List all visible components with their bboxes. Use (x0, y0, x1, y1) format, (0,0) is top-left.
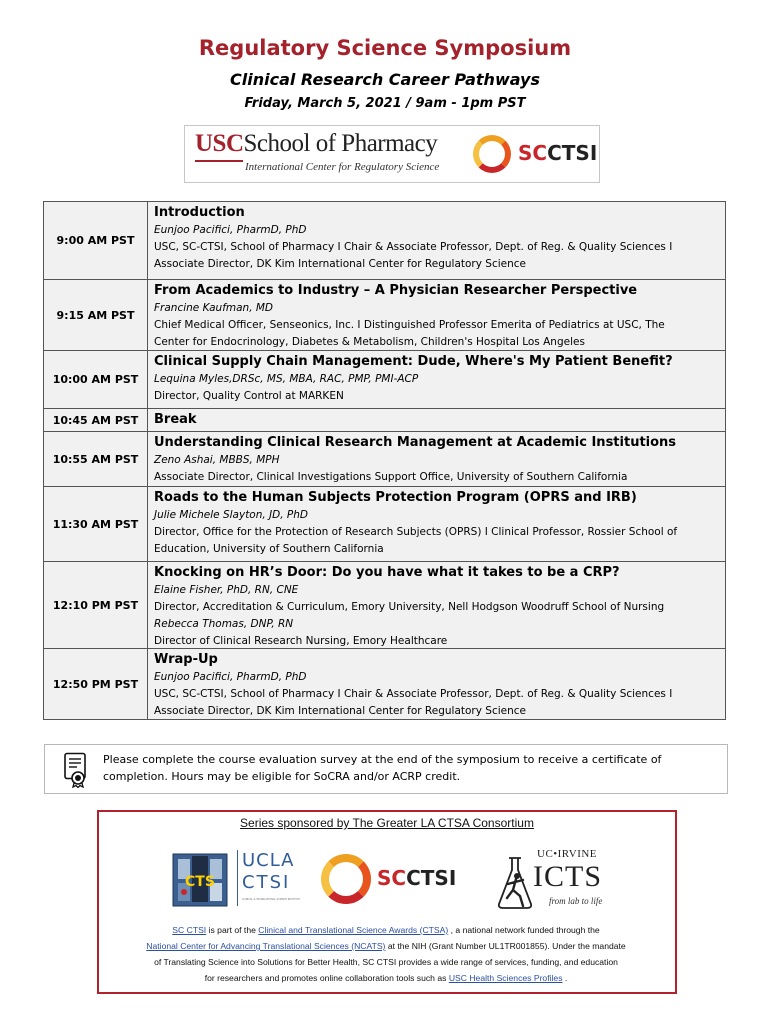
speaker-name: Elaine Fisher, PhD, RN, CNE (154, 584, 299, 596)
session-title: Break (154, 412, 197, 427)
session-title: Knocking on HR’s Door: Do you have what it takes to be a CRP? (154, 565, 620, 580)
session-title: Roads to the Human Subjects Protection Program (OPRS and IRB) (154, 490, 637, 505)
session-details (154, 409, 721, 429)
speaker-affiliation: Associate Director, DK Kim International Center for Regulatory Science (154, 258, 526, 270)
speaker-name: Zeno Ashai, MBBS, MPH (154, 454, 280, 466)
session-details (154, 649, 721, 720)
session-details (154, 202, 721, 273)
speaker-affiliation: Director, Quality Control at MARKEN (154, 390, 344, 402)
speaker-affiliation: Associate Director, Clinical Investigations Support Office, University of Southern California (154, 471, 628, 483)
icts-tagline: from lab to life (549, 896, 603, 906)
schedule-row (44, 279, 725, 350)
speaker-affiliation: USC, SC-CTSI, School of Pharmacy I Chair & Associate Professor, Dept. of Reg. & Quality Sciences I (154, 241, 673, 253)
session-title: From Academics to Industry – A Physician Researcher Perspective (154, 283, 638, 298)
sponsor-box (97, 810, 677, 994)
runner-flask-icon (495, 856, 535, 910)
session-details (154, 432, 721, 486)
speaker-name: Eunjoo Pacifici, PharmD, PhD (154, 224, 307, 236)
evaluation-notice (44, 744, 728, 794)
speaker-affiliation: Education, University of Southern California (154, 543, 384, 555)
session-time: 10:45 AM PST (44, 409, 148, 431)
usc-wordmark-rule (195, 160, 243, 162)
ctsa-link[interactable]: Clinical and Translational Science Awards (CTSA) (258, 925, 449, 935)
speaker-name: Lequina Myles,DRSc, MS, MBA, RAC, PMP, PMI-ACP (154, 373, 419, 385)
ucla-building-icon (169, 848, 231, 910)
speaker-affiliation: Director, Office for the Protection of Research Subjects (OPRS) I Clinical Professor, Rossier School of (154, 526, 678, 538)
schedule-row (44, 561, 725, 648)
notice-text: Please complete the course evaluation survey at the end of the symposium to receive a certificate of completion. Hours may be eligible for SoCRA and/or ACRP credit. (103, 753, 662, 783)
document-subtitle: Clinical Research Career Pathways (230, 70, 540, 89)
usc-profiles-link[interactable]: USC Health Sciences Profiles (448, 973, 563, 983)
uci-wordmark: UC•IRVINE (537, 848, 598, 860)
speaker-affiliation: Director, Accreditation & Curriculum, Emory University, Nell Hodgson Woodruff School of Nursing (154, 601, 665, 613)
usc-school-of-pharmacy-wordmark: USCSchool of Pharmacy (195, 130, 438, 157)
speaker-affiliation: Director of Clinical Research Nursing, Emory Healthcare (154, 635, 448, 647)
session-details (154, 351, 721, 405)
certificate-icon (63, 752, 89, 788)
sponsor-title: Series sponsored by The Greater LA CTSA Consortium (240, 816, 534, 830)
session-time: 10:00 AM PST (44, 351, 148, 408)
ucla-ctsi-logo (169, 846, 299, 912)
event-date: Friday, March 5, 2021 / 9am - 1pm PST (244, 96, 526, 111)
session-time: 12:50 PM PST (44, 649, 148, 719)
schedule-row (44, 486, 725, 561)
uci-icts-logo (493, 848, 603, 912)
speaker-affiliation: Chief Medical Officer, Senseonics, Inc. I Distinguished Professor Emerita of Pediatrics at USC, The (154, 319, 665, 331)
speaker-name: Francine Kaufman, MD (154, 302, 274, 314)
schedule-row (44, 431, 725, 486)
ucla-ctsi-small-text: CLINICAL & TRANSLATIONAL SCIENCE INSTITUTE (242, 898, 301, 901)
session-time: 9:15 AM PST (44, 280, 148, 350)
usc-pharmacy-logo-banner (184, 125, 600, 183)
svg-text:CTS: CTS (185, 874, 215, 890)
center-name: International Center for Regulatory Science (245, 161, 440, 173)
ncats-link[interactable]: National Center for Advancing Translational Sciences (NCATS) (146, 941, 386, 951)
speaker-affiliation: Center for Endocrinology, Diabetes & Metabolism, Children's Hospital Los Angeles (154, 336, 585, 348)
session-title: Understanding Clinical Research Management at Academic Institutions (154, 435, 677, 450)
session-title: Clinical Supply Chain Management: Dude, Where's My Patient Benefit? (154, 354, 673, 369)
ucla-wordmark: UCLA (242, 850, 295, 871)
session-details (154, 562, 721, 650)
sc-ctsi-wordmark: SCCTSI (377, 866, 457, 890)
sc-ctsi-wordmark: SCCTSI (518, 141, 598, 165)
speaker-name: Julie Michele Slayton, JD, PhD (154, 509, 308, 521)
session-title: Wrap-Up (154, 652, 218, 667)
speaker-name: Eunjoo Pacifici, PharmD, PhD (154, 671, 307, 683)
sc-ctsi-ring-icon (321, 854, 371, 904)
icts-wordmark: ICTS (533, 860, 603, 893)
session-time: 10:55 AM PST (44, 432, 148, 486)
session-details (154, 487, 721, 558)
session-time: 9:00 AM PST (44, 202, 148, 279)
schedule-row (44, 202, 725, 279)
sc-ctsi-link[interactable]: SC CTSI (172, 925, 207, 935)
session-details (154, 280, 721, 351)
schedule-row (44, 408, 725, 431)
sponsor-description: SC CTSI is part of the Clinical and Translational Science Awards (CTSA) , a national network funded through the National Center for Advancing Translational Sciences (NCATS) at the NIH (Grant Number UL1TR001855). Under the mandate of Translating Science into Solutions for Better Health, SC CTSI provides a wide range of services, funding, and education for researchers and promotes online collaboration tools such as USC Health Sciences Profiles . (146, 925, 626, 983)
schedule-row (44, 350, 725, 408)
sc-ctsi-ring-icon (473, 135, 511, 173)
speaker-name: Rebecca Thomas, DNP, RN (154, 618, 294, 630)
speaker-affiliation: Associate Director, DK Kim International Center for Regulatory Science (154, 705, 526, 717)
schedule-row (44, 648, 725, 719)
session-title: Introduction (154, 205, 245, 220)
ucla-ctsi-wordmark: CTSI (242, 872, 291, 893)
session-time: 11:30 AM PST (44, 487, 148, 561)
ucla-divider (237, 850, 238, 906)
document-title: Regulatory Science Symposium (198, 36, 572, 60)
session-time: 12:10 PM PST (44, 562, 148, 648)
speaker-affiliation: USC, SC-CTSI, School of Pharmacy I Chair & Associate Professor, Dept. of Reg. & Quality Sciences I (154, 688, 673, 700)
schedule-table (43, 201, 726, 720)
